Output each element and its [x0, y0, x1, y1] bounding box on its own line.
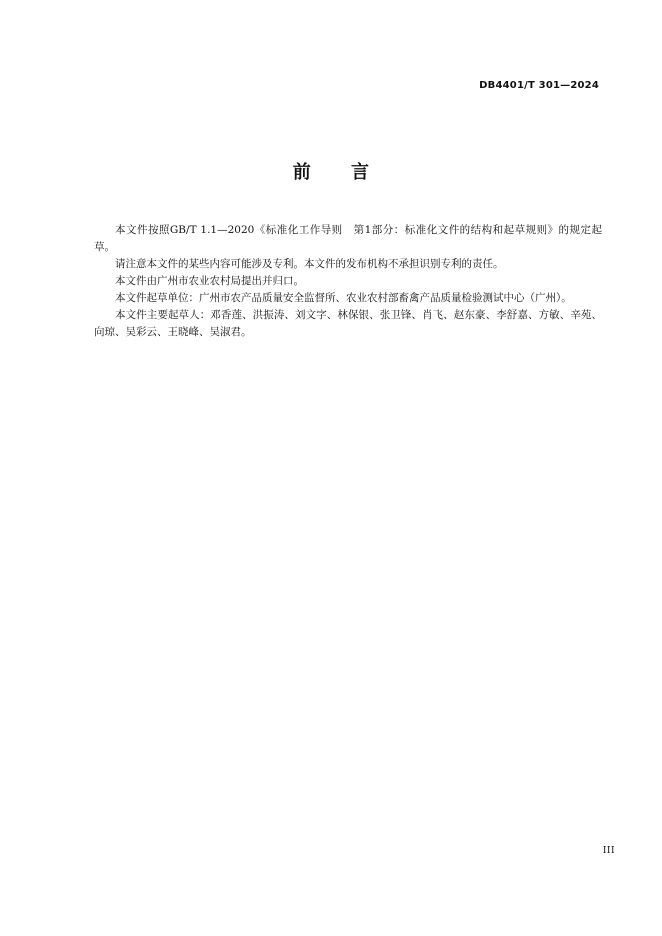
title-char-2: 言: [351, 162, 370, 183]
foreword-body: [94, 222, 602, 341]
title-char-1: 前: [292, 162, 311, 183]
paragraph-drafting-rules: 本文件按照GB/T 1.1—2020《标准化工作导则 第1部分：标准化文件的结构和起草规则》的规定起草。: [94, 224, 602, 253]
paragraph-drafters: 本文件主要起草人：邓香莲、洪振涛、刘文字、林保银、张卫锋、肖飞、赵东豪、李舒嘉、方敏、辛苑、向琼、吴彩云、王晓峰、吴淑君。: [94, 309, 602, 338]
paragraph-drafting-units: 本文件起草单位：广州市农产品质量安全监督所、农业农村部畜禽产品质量检验测试中心（广州）。: [115, 292, 572, 304]
page-number: III: [602, 846, 615, 856]
page-title: [0, 158, 662, 184]
document-code: DB4401/T 301—2024: [479, 80, 599, 91]
paragraph-proposer: 本文件由广州市农业农村局提出并归口。: [115, 275, 304, 287]
paragraph-patent-notice: 请注意本文件的某些内容可能涉及专利。本文件的发布机构不承担识别专利的责任。: [115, 258, 504, 270]
